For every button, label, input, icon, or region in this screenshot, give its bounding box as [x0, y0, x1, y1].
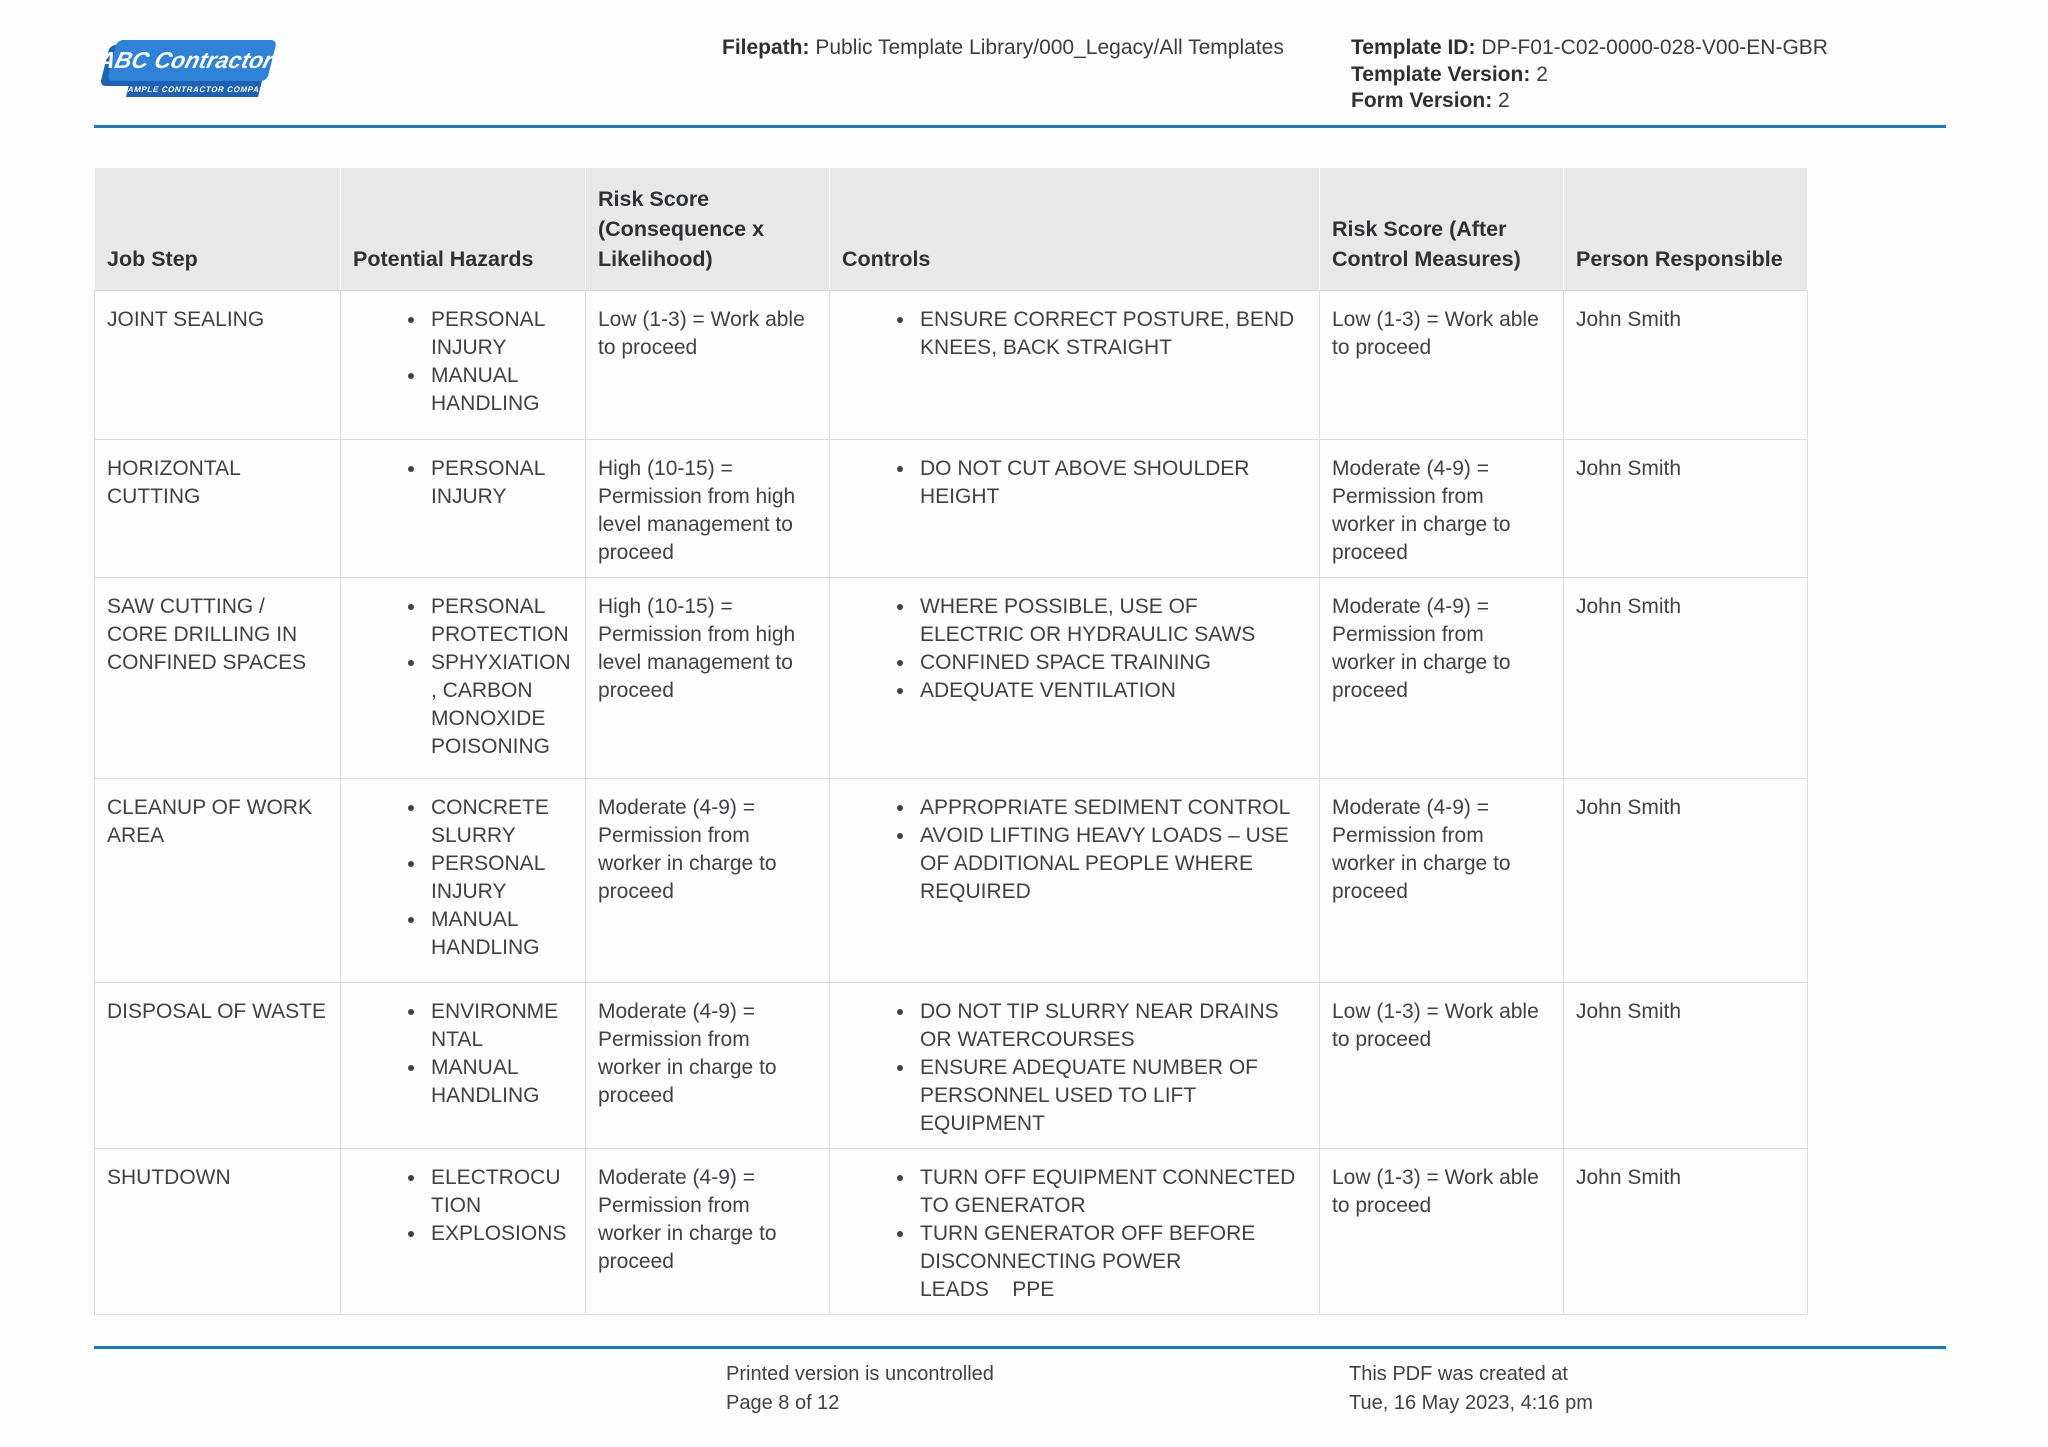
hazards-cell — [341, 1149, 586, 1315]
control-item: • ADEQUATE VENTILATION — [916, 677, 1307, 705]
job-step-cell: SHUTDOWN — [95, 1149, 341, 1315]
page-number: Page 8 of 12 — [726, 1392, 840, 1414]
controls-cell — [830, 983, 1320, 1149]
logo-subbanner — [115, 81, 274, 97]
company-logo — [95, 40, 289, 102]
hazard-item: • PERSONAL INJURY — [427, 306, 573, 362]
table-row — [95, 779, 1808, 983]
hazard-item: • MANUAL HANDLING — [427, 362, 573, 418]
col-header-person-responsible: Person Responsible — [1564, 168, 1808, 291]
hazard-item: • PERSONAL INJURY — [427, 850, 573, 906]
col-header-controls: Controls — [830, 168, 1320, 291]
template-id-value: DP-F01-C02-0000-028-V00-EN-GBR — [1481, 36, 1828, 59]
col-header-potential-hazards: Potential Hazards — [341, 168, 586, 291]
table-row — [95, 983, 1808, 1149]
hazards-cell — [341, 440, 586, 578]
template-meta — [1351, 35, 1828, 115]
job-step-cell: DISPOSAL OF WASTE — [95, 983, 341, 1149]
hazard-item: • ENVIRONMENTAL — [427, 998, 573, 1054]
risk-score-cell: Low (1-3) = Work able to proceed — [586, 291, 830, 440]
form-version-line — [1351, 88, 1828, 115]
form-version-label: Form Version: — [1351, 89, 1493, 112]
control-item: • ENSURE ADEQUATE NUMBER OF PERSONNEL USED TO LIFT EQUIPMENT — [916, 1054, 1307, 1138]
risk-after-cell: Low (1-3) = Work able to proceed — [1320, 1149, 1564, 1315]
col-header-job-step: Job Step — [95, 168, 341, 291]
hazard-item: • MANUAL HANDLING — [427, 906, 573, 962]
person-cell: John Smith — [1564, 1149, 1808, 1315]
footer-left — [726, 1360, 994, 1418]
template-version-label: Template Version: — [1351, 62, 1531, 86]
control-item: • WHERE POSSIBLE, USE OF ELECTRIC OR HYDRAULIC SAWS — [916, 593, 1307, 649]
table-row — [95, 578, 1808, 779]
logo-subtitle: EXAMPLE CONTRACTOR COMPANY — [115, 84, 274, 94]
template-id-line — [1351, 35, 1828, 62]
job-step-cell: CLEANUP OF WORK AREA — [95, 779, 341, 983]
template-id-label: Template ID: — [1351, 36, 1476, 59]
job-step-cell: HORIZONTAL CUTTING — [95, 440, 341, 578]
table-row — [95, 1149, 1808, 1315]
hazard-item: • MANUAL HANDLING — [427, 1054, 573, 1110]
control-item: • TURN OFF EQUIPMENT CONNECTED TO GENERATOR — [916, 1164, 1307, 1220]
risk-score-cell: Moderate (4-9) = Permission from worker in charge to proceed — [586, 1149, 830, 1315]
job-step-cell: SAW CUTTING / CORE DRILLING IN CONFINED SPACES — [95, 578, 341, 779]
risk-assessment-table — [94, 167, 1808, 1315]
risk-after-cell: Low (1-3) = Work able to proceed — [1320, 983, 1564, 1149]
controls-cell — [830, 779, 1320, 983]
logo-title: ABC Contractors — [95, 47, 289, 73]
hazard-item: • SPHYXIATION, CARBON MONOXIDE POISONING — [427, 649, 573, 761]
controls-cell — [830, 291, 1320, 440]
header-row — [95, 168, 1808, 291]
hazards-cell — [341, 578, 586, 779]
table-header — [95, 168, 1808, 291]
control-item: • CONFINED SPACE TRAINING — [916, 649, 1307, 677]
hazard-item: • CONCRETE SLURRY — [427, 794, 573, 850]
control-item: • APPROPRIATE SEDIMENT CONTROL — [916, 794, 1307, 822]
footer-divider — [94, 1346, 1946, 1349]
control-item: • ENSURE CORRECT POSTURE, BEND KNEES, BACK STRAIGHT — [916, 306, 1307, 362]
hazard-item: • PERSONAL INJURY — [427, 455, 573, 511]
person-cell: John Smith — [1564, 779, 1808, 983]
risk-after-cell: Moderate (4-9) = Permission from worker in charge to proceed — [1320, 779, 1564, 983]
filepath — [722, 36, 1284, 60]
risk-score-cell: Moderate (4-9) = Permission from worker in charge to proceed — [586, 779, 830, 983]
logo-banner — [95, 40, 289, 81]
table-body — [95, 291, 1808, 1315]
person-cell: John Smith — [1564, 440, 1808, 578]
hazard-item: • ELECTROCUTION — [427, 1164, 573, 1220]
person-cell: John Smith — [1564, 578, 1808, 779]
filepath-value: Public Template Library/000_Legacy/All Templates — [815, 36, 1284, 59]
created-label: This PDF was created at — [1349, 1363, 1568, 1385]
footer-right — [1349, 1360, 1593, 1418]
col-header-risk-score-after: Risk Score (After Control Measures) — [1320, 168, 1564, 291]
control-item: • DO NOT CUT ABOVE SHOULDER HEIGHT — [916, 455, 1307, 511]
controls-cell — [830, 440, 1320, 578]
risk-after-cell: Moderate (4-9) = Permission from worker in charge to proceed — [1320, 440, 1564, 578]
template-version-line — [1351, 62, 1828, 89]
created-date: Tue, 16 May 2023, 4:16 pm — [1349, 1392, 1593, 1414]
controls-cell — [830, 1149, 1320, 1315]
control-item: • TURN GENERATOR OFF BEFORE DISCONNECTING POWER LEADS PPE — [916, 1220, 1307, 1304]
template-version-value: 2 — [1536, 62, 1548, 86]
risk-score-cell: Moderate (4-9) = Permission from worker in charge to proceed — [586, 983, 830, 1149]
hazard-item: • EXPLOSIONS — [427, 1220, 573, 1248]
control-item: • AVOID LIFTING HEAVY LOADS – USE OF ADDITIONAL PEOPLE WHERE REQUIRED — [916, 822, 1307, 906]
col-header-risk-score: Risk Score (Consequence x Likelihood) — [586, 168, 830, 291]
person-cell: John Smith — [1564, 983, 1808, 1149]
hazards-cell — [341, 983, 586, 1149]
risk-after-cell: Low (1-3) = Work able to proceed — [1320, 291, 1564, 440]
person-cell: John Smith — [1564, 291, 1808, 440]
printed-note: Printed version is uncontrolled — [726, 1363, 994, 1385]
filepath-label: Filepath: — [722, 36, 810, 59]
form-version-value: 2 — [1498, 89, 1510, 112]
table-row — [95, 440, 1808, 578]
risk-score-cell: High (10-15) = Permission from high level management to proceed — [586, 578, 830, 779]
control-item: • DO NOT TIP SLURRY NEAR DRAINS OR WATERCOURSES — [916, 998, 1307, 1054]
job-step-cell: JOINT SEALING — [95, 291, 341, 440]
controls-cell — [830, 578, 1320, 779]
hazard-item: • PERSONAL PROTECTION — [427, 593, 573, 649]
header-divider — [94, 125, 1946, 128]
hazards-cell — [341, 291, 586, 440]
hazards-cell — [341, 779, 586, 983]
risk-after-cell: Moderate (4-9) = Permission from worker in charge to proceed — [1320, 578, 1564, 779]
table-row — [95, 291, 1808, 440]
risk-score-cell: High (10-15) = Permission from high level management to proceed — [586, 440, 830, 578]
